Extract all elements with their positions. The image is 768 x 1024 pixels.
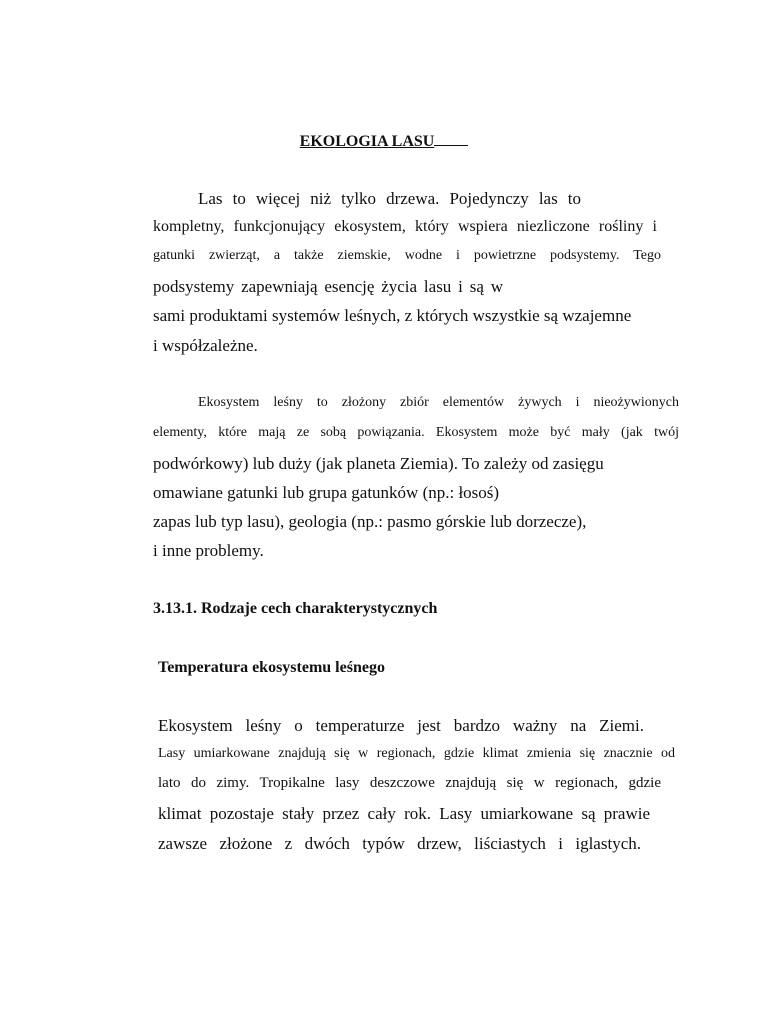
paragraph-2-line: omawiane gatunki lub grupa gatunków (np.: łosoś) [153, 483, 500, 502]
paragraph-1-line: gatunki zwierząt, a także ziemskie, wodne i powietrzne podsystemy. Tego [153, 248, 661, 263]
paragraph-2-line: Ekosystem leśny to złożony zbiór elementów żywych i nieożywionych [198, 395, 679, 410]
document-title: EKOLOGIA LASU [0, 131, 768, 150]
subheading: Temperatura ekosystemu leśnego [158, 659, 385, 676]
paragraph-1-line: podsystemy zapewniają esencję życia lasu i są w [153, 277, 503, 296]
paragraph-2-line: i inne problemy. [153, 541, 264, 560]
paragraph-3-line: Lasy umiarkowane znajdują się w regionach, gdzie klimat zmienia się znacznie od [158, 746, 675, 761]
paragraph-3-line: zawsze złożone z dwóch typów drzew, liściastych i iglastych. [158, 834, 641, 853]
paragraph-2-line: podwórkowy) lub duży (jak planeta Ziemia). To zależy od zasięgu [153, 454, 604, 473]
paragraph-3-line: klimat pozostaje stały przez cały rok. Lasy umiarkowane są prawie [158, 804, 650, 823]
paragraph-1-line: Las to więcej niż tylko drzewa. Pojedynczy las to [198, 189, 581, 208]
paragraph-3-line: Ekosystem leśny o temperaturze jest bardzo ważny na Ziemi. [158, 716, 644, 735]
paragraph-2-line: elementy, które mają ze sobą powiązania. Ekosystem może być mały (jak twój [153, 425, 679, 440]
paragraph-1-line: sami produktami systemów leśnych, z których wszystkie są wzajemne [153, 306, 632, 325]
paragraph-1-line: i współzależne. [153, 336, 258, 355]
paragraph-2-line: zapas lub typ lasu), geologia (np.: pasmo górskie lub dorzecze), [153, 512, 587, 531]
paragraph-1-line: kompletny, funkcjonujący ekosystem, który wspiera niezliczone rośliny i [153, 218, 657, 235]
section-heading: 3.13.1. Rodzaje cech charakterystycznych [153, 600, 438, 617]
paragraph-3-line: lato do zimy. Tropikalne lasy deszczowe znajdują się w regionach, gdzie [158, 775, 661, 791]
